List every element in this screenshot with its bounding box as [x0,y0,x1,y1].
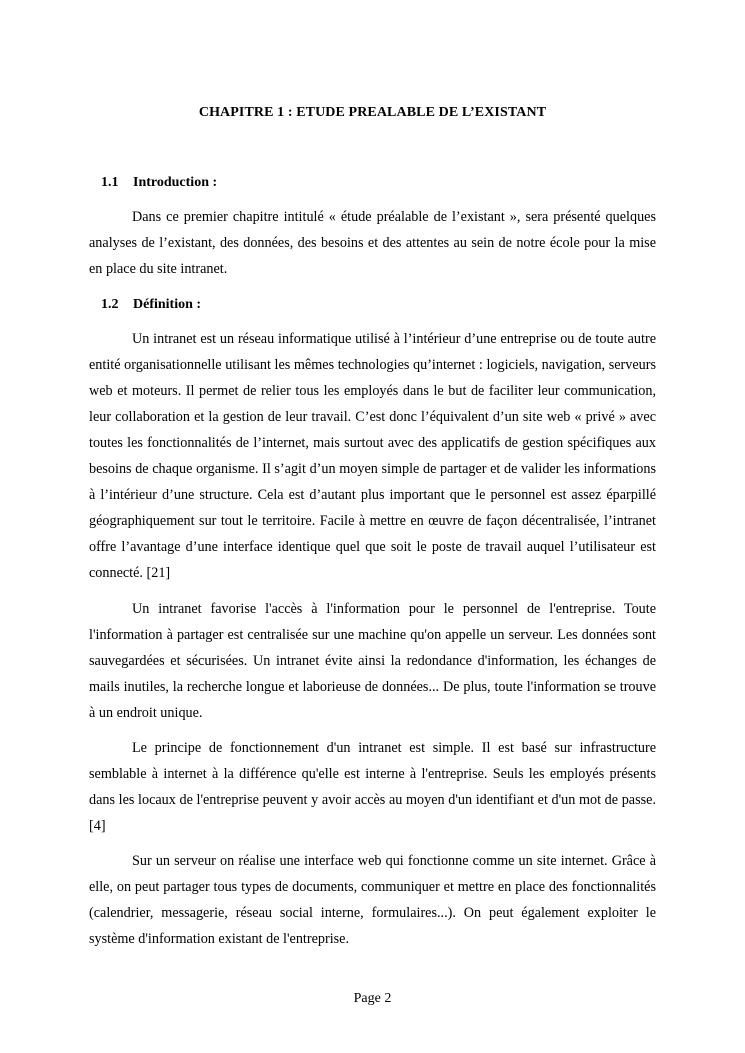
section-heading-definition [101,296,201,314]
definition-paragraph-1-block [89,326,656,586]
definition-paragraph-2-block [89,596,656,726]
paragraph: Sur un serveur on réalise une interface web qui fonctionne comme un site internet. Grâce à elle, on peut partager tous types de documents, communiquer et mettre en place des fonctionnalités (calendrier, messagerie, réseau social interne, formulaires...). On peut également exploiter le système d'information existant de l'entreprise. [89,853,656,947]
introduction-body [89,204,656,282]
paragraph: Un intranet est un réseau informatique utilisé à l’intérieur d’une entreprise ou de toute autre entité organisationnelle utilisant les mêmes technologies qu’internet : logiciels, navigation, serveurs web et moteurs. Il permet de relier tous les employés dans le but de faciliter leur communication, leur collaboration et la gestion de leur travail. C’est donc l’équivalent d’un site web « privé » avec toutes les fonctionnalités de l’internet, mais surtout avec des applicatifs de gestion spécifiques aux besoins de chaque organisme. Il s’agit d’un moyen simple de partager et de valider les informations à l’intérieur d’une structure. Cela est d’autant plus important que le personnel est assez éparpillé géographiquement sur tout le territoire. Facile à mettre en œuvre de façon décentralisée, l’intranet offre l’avantage d’une interface identique quel que soit le poste de travail auquel l’utilisateur est connecté. [21] [89,331,656,581]
section-number: 1.1 [101,175,119,190]
paragraph: Le principe de fonctionnement d'un intranet est simple. Il est basé sur infrastructure semblable à internet à la différence qu'elle est interne à l'entreprise. Seuls les employés présents dans les locaux de l'entreprise peuvent y avoir accès au moyen d'un identifiant et d'un mot de passe. [4] [89,740,656,834]
definition-paragraph-3-block [89,735,656,839]
section-heading-introduction [101,174,217,192]
page-number: Page 2 [353,991,392,1006]
paragraph: Un intranet favorise l'accès à l'information pour le personnel de l'entreprise. Toute l'information à partager est centralisée sur une machine qu'on appelle un serveur. Les données sont sauvegardées et sécurisées. Un intranet évite ainsi la redondance d'information, les échanges de mails inutiles, la recherche longue et laborieuse de données... De plus, toute l'information se trouve à un endroit unique. [89,601,656,721]
paragraph: Dans ce premier chapitre intitulé « étude préalable de l’existant », sera présenté quelques analyses de l’existant, des données, des besoins et des attentes au sein de notre école pour la mise en place du site intranet. [89,209,656,277]
chapter-title: CHAPITRE 1 : ETUDE PREALABLE DE L’EXISTANT [198,105,547,120]
section-title: Définition : [133,297,202,312]
section-number: 1.2 [101,297,119,312]
section-title: Introduction : [133,175,218,190]
definition-paragraph-4-block [89,848,656,952]
